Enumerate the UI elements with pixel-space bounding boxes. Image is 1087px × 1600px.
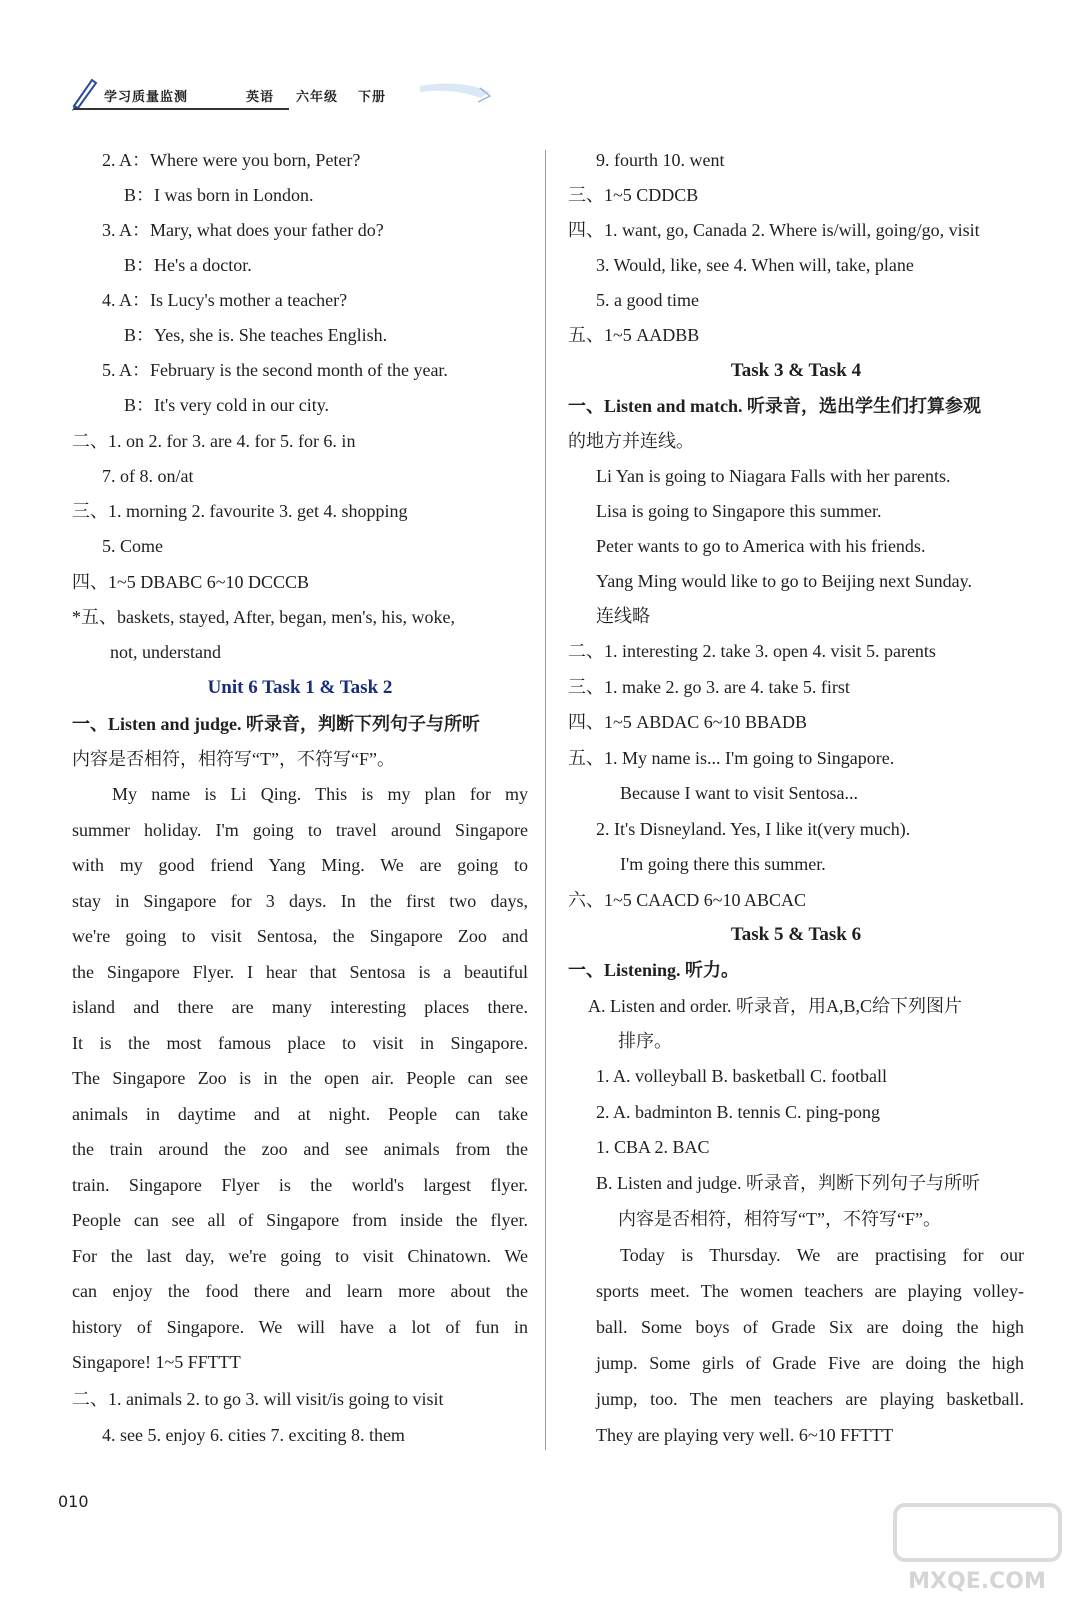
match-line: Lisa is going to Singapore this summer. <box>596 501 882 521</box>
question-instruction: 排序。 <box>618 1031 672 1051</box>
match-line: Li Yan is going to Niagara Falls with her parents. <box>596 466 951 486</box>
answer-line: 二、1. on 2. for 3. are 4. for 5. for 6. in <box>72 431 356 451</box>
answer-line: 三、1. make 2. go 3. are 4. take 5. first <box>568 676 850 697</box>
answer-line: 4. A：Is Lucy's mother a teacher? <box>102 290 348 310</box>
answer-line: B：He's a doctor. <box>124 255 252 275</box>
question-instruction: B. Listen and judge. 听录音，判断下列句子与所听 <box>596 1172 980 1193</box>
answer-line: Because I want to visit Sentosa... <box>620 783 858 803</box>
passage-line: The Singapore Zoo is in the open air. People can see <box>72 1068 528 1088</box>
passage-line: It is the most famous place to visit in Singapore. <box>72 1032 528 1053</box>
answer-line: 二、1. animals 2. to go 3. will visit/is going to visit <box>72 1389 444 1409</box>
answer-line: 四、1. want, go, Canada 2. Where is/will, going/go, visit <box>568 220 980 240</box>
volume-label: 下册 <box>358 90 387 105</box>
answer-line: 2. A. badminton B. tennis C. ping-pong <box>596 1101 881 1122</box>
question-instruction: 一、Listening. 听力。 <box>568 960 740 980</box>
column-divider <box>545 150 546 1450</box>
answer-line: 5. A：February is the second month of the year. <box>102 360 448 380</box>
passage-line: For the last day, we're going to visit Chinatown. We <box>72 1245 528 1266</box>
answer-line: B：It's very cold in our city. <box>124 395 330 415</box>
answer-line: 三、1~5 CDDCB <box>568 185 699 205</box>
passage-line: island and there are many interesting places there. <box>72 997 528 1017</box>
passage-line: can enjoy the food there and learn more about the <box>72 1281 528 1301</box>
answer-line: 四、1~5 ABDAC 6~10 BBADB <box>568 712 808 732</box>
header-underline <box>74 108 289 110</box>
passage-line: Today is Thursday. We are practising for our <box>620 1244 1024 1265</box>
question-instruction: 一、Listen and judge. 听录音，判断下列句子与所听 <box>72 714 481 734</box>
answer-line: 3. A：Mary, what does your father do? <box>102 220 384 240</box>
answer-line: 1. CBA 2. BAC <box>596 1137 710 1157</box>
question-instruction: 内容是否相符，相符写“T”，不符写“F”。 <box>72 749 395 769</box>
answer-line: 5. a good time <box>596 290 699 310</box>
question-instruction: A. Listen and order. 听录音，用A,B,C给下列图片 <box>588 996 962 1016</box>
answer-line: 9. fourth 10. went <box>596 150 725 170</box>
passage-line: Singapore! 1~5 FFTTT <box>72 1352 241 1372</box>
grade-label: 六年级 <box>296 90 339 105</box>
question-instruction: 的地方并连线。 <box>568 431 694 451</box>
passage-line: animals in daytime and at night. People can take <box>72 1103 528 1124</box>
passage-line: train. Singapore Flyer is the world's largest flyer. <box>72 1174 528 1195</box>
section-title-task34: Task 3 & Task 4 <box>730 360 862 381</box>
answer-line: *五、baskets, stayed, After, began, men's, his, woke, <box>72 607 455 627</box>
section-title-task56: Task 5 & Task 6 <box>730 924 862 945</box>
passage-line: My name is Li Qing. This is my plan for my <box>112 784 528 804</box>
answer-line: 四、1~5 DBABC 6~10 DCCCB <box>72 572 310 592</box>
match-line: 连线略 <box>596 606 650 626</box>
passage-line: history of Singapore. We will have a lot of fun in <box>72 1316 528 1337</box>
passage-line: sports meet. The women teachers are playing volley- <box>596 1280 1024 1301</box>
answer-line: 5. Come <box>102 536 163 556</box>
match-line: Peter wants to go to America with his friends. <box>596 536 926 556</box>
answer-line: 1. A. volleyball B. basketball C. football <box>596 1066 887 1086</box>
answer-line: 2. It's Disneyland. Yes, I like it(very much). <box>596 818 911 839</box>
watermark-logo <box>890 1500 1065 1595</box>
series-title: 学习质量监测 <box>104 90 189 105</box>
passage-line: stay in Singapore for 3 days. In the first two days, <box>72 890 528 911</box>
match-line: Yang Ming would like to go to Beijing next Sunday. <box>596 571 973 591</box>
question-instruction: 内容是否相符，相符写“T”，不符写“F”。 <box>618 1208 941 1229</box>
passage-line: People can see all of Singapore from inside the flyer. <box>72 1210 528 1230</box>
answer-line: 五、1~5 AADBB <box>568 325 700 345</box>
answer-line: I'm going there this summer. <box>620 854 826 874</box>
answer-line: 7. of 8. on/at <box>102 466 194 486</box>
passage-line: They are playing very well. 6~10 FFTTT <box>596 1424 894 1445</box>
passage-line: the Singapore Flyer. I hear that Sentosa is a beautiful <box>72 961 528 982</box>
answer-line: 3. Would, like, see 4. When will, take, plane <box>596 255 914 275</box>
passage-line: we're going to visit Sentosa, the Singapore Zoo and <box>72 926 528 946</box>
passage-line: jump. Some girls of Grade Five are doing the high <box>596 1352 1024 1373</box>
passage-line: with my good friend Yang Ming. We are going to <box>72 855 528 875</box>
question-instruction: 一、Listen and match. 听录音，选出学生们打算参观 <box>568 396 982 416</box>
passage-line: summer holiday. I'm going to travel around Singapore <box>72 819 528 840</box>
section-title-unit6: Unit 6 Task 1 & Task 2 <box>207 677 393 698</box>
answer-line: 2. A：Where were you born, Peter? <box>102 150 361 170</box>
answer-line: B：Yes, she is. She teaches English. <box>124 325 388 345</box>
answer-line: B：I was born in London. <box>124 185 314 205</box>
subject-label: 英语 <box>246 90 275 105</box>
passage-line: jump, too. The men teachers are playing basketball. <box>596 1388 1024 1409</box>
answer-line: 三、1. morning 2. favourite 3. get 4. shopping <box>72 501 408 521</box>
answer-line: 4. see 5. enjoy 6. cities 7. exciting 8. them <box>102 1425 405 1445</box>
answer-line: not, understand <box>110 642 221 662</box>
answer-line: 五、1. My name is... I'm going to Singapore. <box>568 747 895 768</box>
passage-line: ball. Some boys of Grade Six are doing the high <box>596 1316 1024 1337</box>
page-header <box>70 74 510 114</box>
passage-line: the train around the zoo and see animals from the <box>72 1139 528 1159</box>
page-number: 010 <box>58 1492 89 1511</box>
watermark-text: MXQE.COM <box>908 1569 1046 1594</box>
answer-line: 六、1~5 CAACD 6~10 ABCAC <box>568 889 807 910</box>
answer-line: 二、1. interesting 2. take 3. open 4. visit 5. parents <box>568 641 936 661</box>
